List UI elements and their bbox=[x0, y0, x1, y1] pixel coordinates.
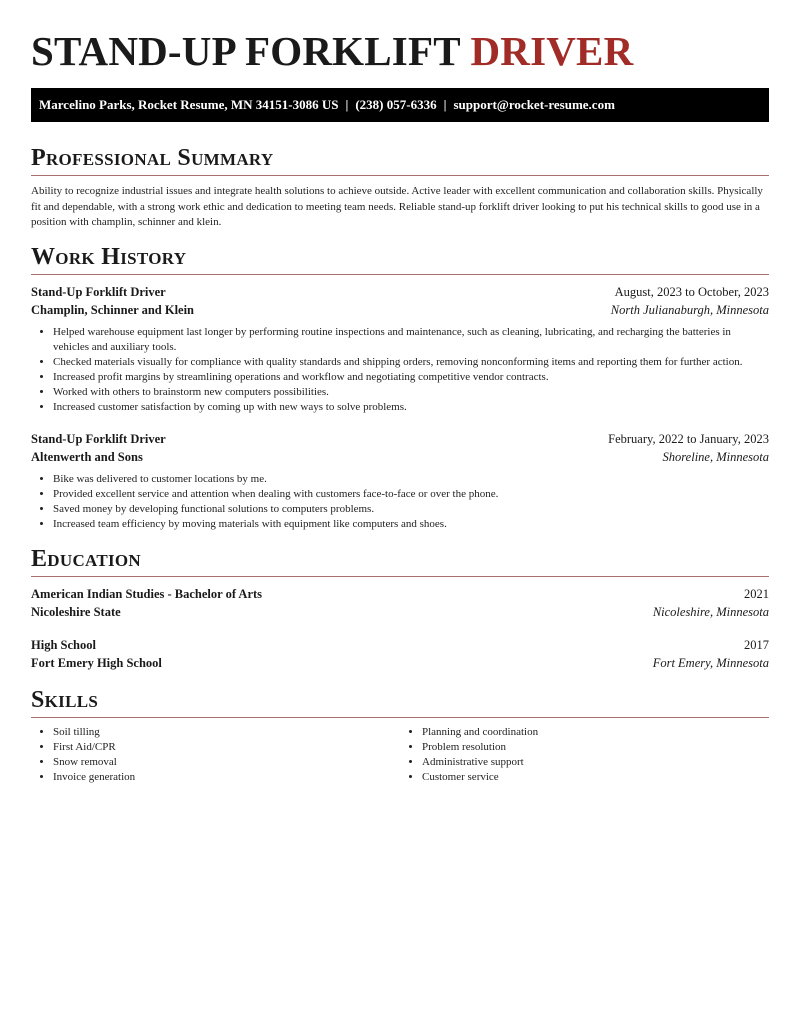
skill-item: • Invoice generation bbox=[53, 770, 400, 785]
title-accent: DRIVER bbox=[470, 28, 634, 74]
education-degree-row bbox=[31, 585, 769, 603]
list-item: • Helped warehouse equipment last longer by performing routine inspections and maintenance, such as cleaning, lubricating, and recharging the batteries in vehicles and auxiliary tools. bbox=[53, 325, 769, 355]
job-title: Stand-Up Forklift Driver bbox=[31, 284, 166, 299]
job-bullets bbox=[31, 472, 769, 532]
list-item: • Worked with others to brainstorm new computers possibilities. bbox=[53, 385, 769, 400]
skills-section bbox=[31, 686, 769, 785]
job-bullets bbox=[31, 325, 769, 415]
skill-item: • Soil tilling bbox=[53, 725, 400, 740]
list-item: • Saved money by developing functional solutions to computers problems. bbox=[53, 502, 769, 517]
job-company: Altenwerth and Sons bbox=[31, 449, 143, 464]
list-item: • Increased team efficiency by moving materials with equipment like computers and shoes. bbox=[53, 517, 769, 532]
summary-section bbox=[31, 144, 769, 231]
job-dates: February, 2022 to January, 2023 bbox=[608, 431, 769, 446]
skill-item: • Problem resolution bbox=[422, 740, 769, 755]
work-section bbox=[31, 243, 769, 532]
list-item: • Increased customer satisfaction by coming up with new ways to solve problems. bbox=[53, 400, 769, 415]
education-location: Fort Emery, Minnesota bbox=[652, 655, 769, 670]
job-company: Champlin, Schinner and Klein bbox=[31, 302, 195, 317]
list-item: • Bike was delivered to customer locations by me. bbox=[53, 472, 769, 487]
job-entry bbox=[31, 283, 769, 415]
skill-item: • Planning and coordination bbox=[422, 725, 769, 740]
section-heading-work: Work History bbox=[31, 243, 187, 270]
contact-separator: | bbox=[443, 97, 447, 112]
job-title: Stand-Up Forklift Driver bbox=[31, 431, 166, 446]
section-divider bbox=[31, 175, 769, 176]
section-heading-summary: Professional Summary bbox=[31, 145, 274, 171]
job-header-row bbox=[31, 430, 769, 448]
section-heading-skills: Skills bbox=[31, 686, 99, 713]
education-section bbox=[31, 545, 769, 672]
job-location: North Julianaburgh, Minnesota bbox=[610, 302, 769, 317]
resume-title bbox=[31, 28, 769, 74]
education-school-row bbox=[31, 654, 769, 672]
education-degree-row bbox=[31, 636, 769, 654]
education-degree: High School bbox=[31, 637, 96, 652]
skills-list-left bbox=[31, 725, 400, 785]
list-item: • Provided excellent service and attention when dealing with customers face-to-face or over the phone. bbox=[53, 487, 769, 502]
skills-columns bbox=[31, 725, 769, 785]
education-degree: American Indian Studies - Bachelor of Arts bbox=[31, 586, 263, 601]
job-company-row bbox=[31, 448, 769, 466]
contact-phone: (238) 057-6336 bbox=[355, 97, 437, 112]
job-entry bbox=[31, 430, 769, 532]
contact-address: Marcelino Parks, Rocket Resume, MN 34151-3086 US bbox=[39, 97, 339, 112]
education-school: Fort Emery High School bbox=[31, 655, 162, 670]
summary-text: Ability to recognize industrial issues and integrate health solutions to achieve outside. Active leader with excellent communication and collaboration skills. Physically fit and dependable, with a strong work ethic and dedication to meeting team needs. Reliable stand-up forklift driver looking to put his technical skills to good use in a position with champlin, schinner and klein. bbox=[31, 185, 763, 228]
contact-bar bbox=[31, 88, 769, 122]
section-divider bbox=[31, 576, 769, 577]
skill-item: • Administrative support bbox=[422, 755, 769, 770]
education-year: 2021 bbox=[744, 586, 769, 601]
contact-email[interactable]: support@rocket-resume.com bbox=[453, 97, 615, 112]
job-location: Shoreline, Minnesota bbox=[662, 449, 769, 464]
list-item: • Checked materials visually for compliance with quality standards and shipping orders, removing nonconforming items and reporting them for further action. bbox=[53, 355, 769, 370]
contact-separator: | bbox=[345, 97, 349, 112]
job-company-row bbox=[31, 301, 769, 319]
job-header-row bbox=[31, 283, 769, 301]
title-main: STAND-UP FORKLIFT bbox=[31, 28, 471, 74]
section-heading-education: Education bbox=[31, 545, 142, 572]
section-divider bbox=[31, 274, 769, 275]
skill-item: • First Aid/CPR bbox=[53, 740, 400, 755]
education-year: 2017 bbox=[744, 637, 769, 652]
education-location: Nicoleshire, Minnesota bbox=[652, 604, 769, 619]
list-item: • Increased profit margins by streamlining operations and workflow and negotiating competitive vendor contracts. bbox=[53, 370, 769, 385]
education-school: Nicoleshire State bbox=[31, 604, 121, 619]
skills-list-right bbox=[400, 725, 769, 785]
education-entry bbox=[31, 636, 769, 672]
section-divider bbox=[31, 717, 769, 718]
education-school-row bbox=[31, 603, 769, 621]
resume-page bbox=[31, 0, 769, 785]
skill-item: • Snow removal bbox=[53, 755, 400, 770]
education-entry bbox=[31, 585, 769, 621]
job-dates: August, 2023 to October, 2023 bbox=[614, 284, 769, 299]
skill-item: • Customer service bbox=[422, 770, 769, 785]
